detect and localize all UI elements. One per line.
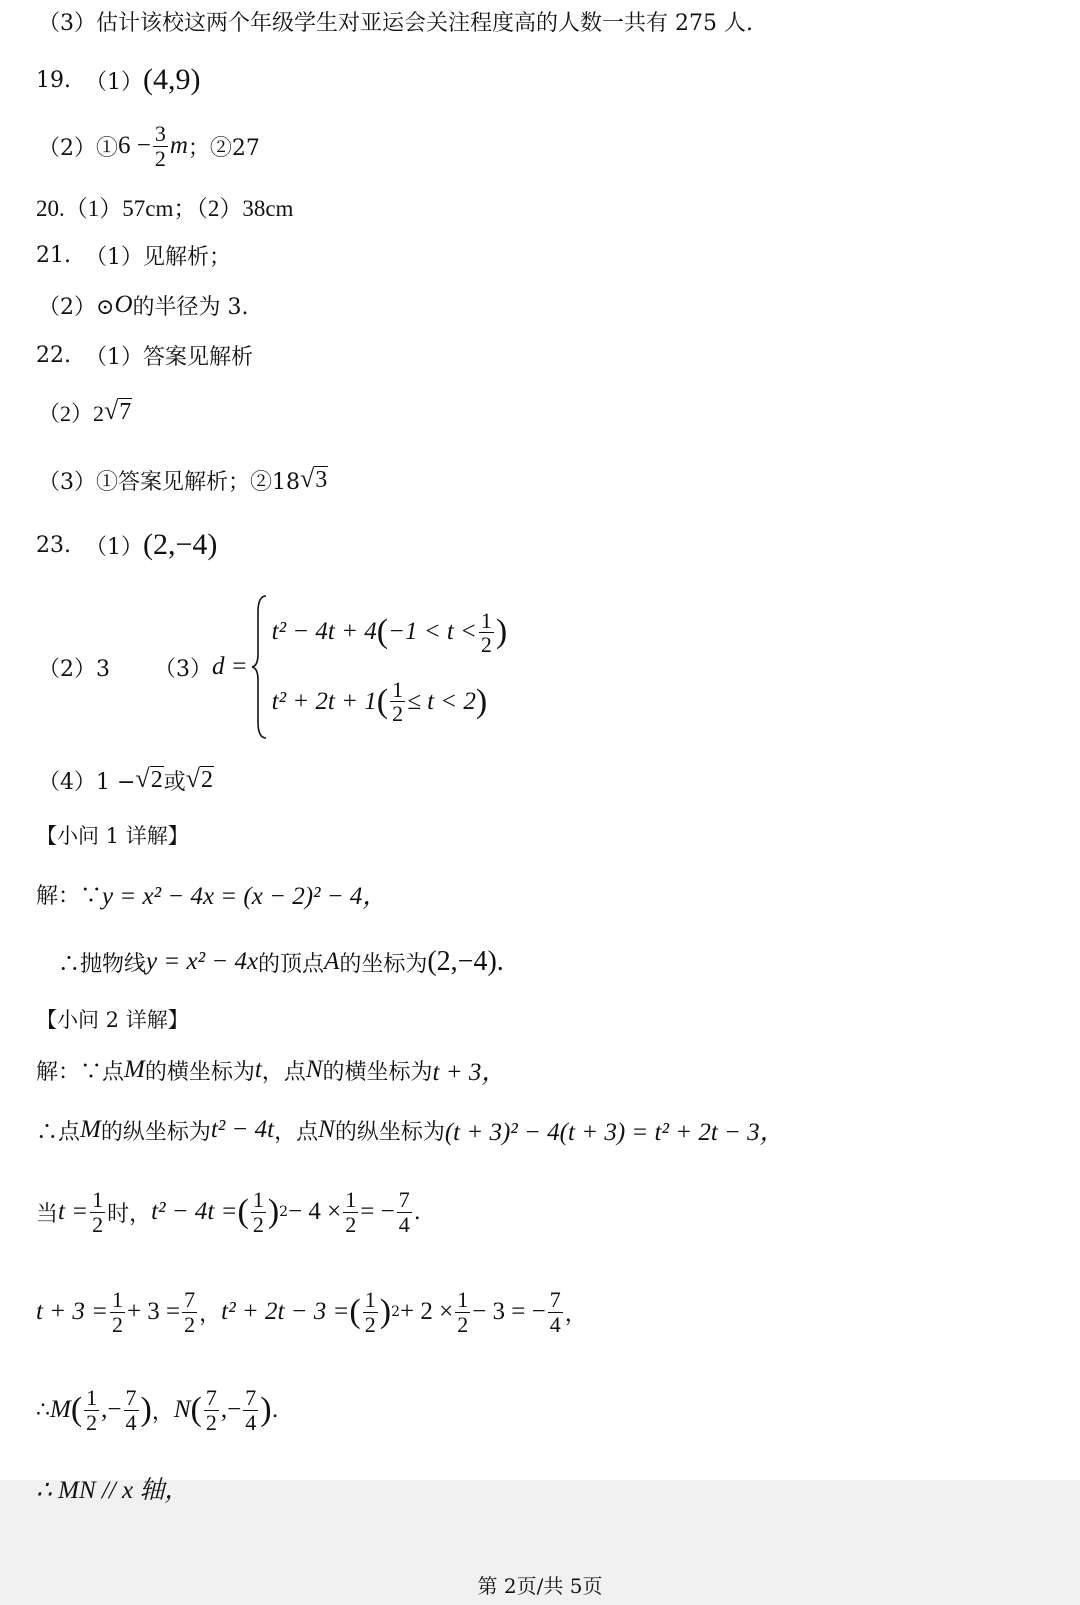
fraction: $\frac{1}{2}$	[364, 1287, 376, 1337]
answer-21-1: 21. （1）见解析；	[36, 242, 231, 270]
fraction: $\frac{1}{2}$	[345, 1187, 357, 1237]
square-root: √ 3	[300, 464, 328, 494]
fraction: $\frac{7}{4}$	[549, 1287, 561, 1337]
page-number: 第 2页/共 5页	[477, 1574, 603, 1598]
solution-2-line-6: ∴ MN // x 轴，	[36, 1477, 190, 1504]
left-brace	[250, 592, 270, 742]
piecewise-cases	[272, 609, 508, 725]
section-heading-2: 【小问 2 详解】	[36, 1008, 189, 1032]
answer-23-2-3: （2）3 （3） d = t² − 4t + 4 ( −1 < t < $\frac{1}{2}$ ) t² + 2t + 1 ( $\frac{1}{2}$ ≤ t < 2 )	[38, 592, 507, 742]
solution-1-line-2: ∴抛物线 y = x² − 4x 的顶点 A 的坐标为 (2,−4).	[58, 946, 504, 977]
solution-2-line-5: ∴ M ( $\frac{1}{2}$ ,− $\frac{7}{4}$ ) ， N ( $\frac{7}{2}$ ,− $\frac{7}{4}$ ) .	[36, 1385, 279, 1435]
solution-2-line-4: t + 3 = $\frac{1}{2}$ + 3 = $\frac{7}{2}$ ， t² + 2t − 3 = ( $\frac{1}{2}$ ) 2 + 2 × $\frac{1}{2}$ − 3 = − $\frac{7}{4}$ ，	[36, 1287, 587, 1337]
answer-21-2: （2）⊙ O 的半径为 3.	[38, 291, 249, 320]
answer-22-3: （3）①答案见解析；②18 √ 3	[38, 464, 328, 495]
answer-19-1: 19. （1） (4,9)	[36, 63, 201, 96]
fraction: $\frac{1}{2}$	[111, 1287, 123, 1337]
fraction: $\frac{3}{2}$	[154, 121, 166, 171]
fraction: $\frac{7}{2}$	[205, 1385, 217, 1435]
fraction: $\frac{1}{2}$	[86, 1385, 98, 1435]
square-root: √ 2	[185, 764, 213, 794]
fraction: $\frac{1}{2}$	[92, 1187, 104, 1237]
square-root: √ 2	[135, 764, 163, 794]
section-heading-1: 【小问 1 详解】	[36, 824, 189, 848]
fraction: $\frac{7}{4}$	[125, 1385, 137, 1435]
solution-1-line-1: 解：∵ y = x² − 4x = (x − 2)² − 4，	[36, 883, 388, 910]
answer-value: (4,9)	[143, 63, 201, 96]
case-1: t² − 4t + 4 ( −1 < t < $\frac{1}{2}$ )	[271, 607, 508, 657]
case-2: t² + 2t + 1 ( $\frac{1}{2}$ ≤ t < 2 )	[271, 677, 488, 727]
answer-23-1: 23. （1） (2,−4)	[36, 528, 218, 561]
fraction: $\frac{1}{2}$	[392, 677, 404, 727]
fraction: $\frac{7}{4}$	[245, 1385, 257, 1435]
solution-2-line-3: 当 t = $\frac{1}{2}$ 时， t² − 4t = ( $\frac{1}{2}$ ) 2 − 4 × $\frac{1}{2}$ = − $\frac{7}{4}$ .	[36, 1187, 421, 1237]
solution-2-line-1: 解：∵点 M 的横坐标为 t ，点 N 的横坐标为 t + 3，	[36, 1056, 507, 1086]
answer-23-4: （4）1 − √ 2 或 √ 2	[38, 764, 213, 795]
fraction: $\frac{1}{2}$	[457, 1287, 469, 1337]
fraction: $\frac{7}{4}$	[398, 1187, 410, 1237]
answer-18-3: （3）估计该校这两个年级学生对亚运会关注程度高的人数一共有 275 人.	[38, 10, 753, 36]
fraction: $\frac{1}{2}$	[480, 607, 492, 657]
fraction: $\frac{1}{2}$	[252, 1187, 264, 1237]
answer-19-2: （2）① 6 − $\frac{3}{2}$ m ；②27	[38, 121, 260, 171]
fraction: $\frac{7}{2}$	[184, 1287, 196, 1337]
answer-22-1: 22. （1）答案见解析	[36, 342, 253, 370]
solution-2-line-2: ∴点 M 的纵坐标为 t² − 4t ，点 N 的纵坐标为 (t + 3)² − 4(t + 3) = t² + 2t − 3，	[36, 1116, 785, 1146]
square-root: √ 7	[104, 396, 132, 426]
answer-20: 20.（1）57cm；（2）38cm	[36, 195, 294, 221]
answer-22-2: （2）2 √ 7	[38, 396, 132, 426]
